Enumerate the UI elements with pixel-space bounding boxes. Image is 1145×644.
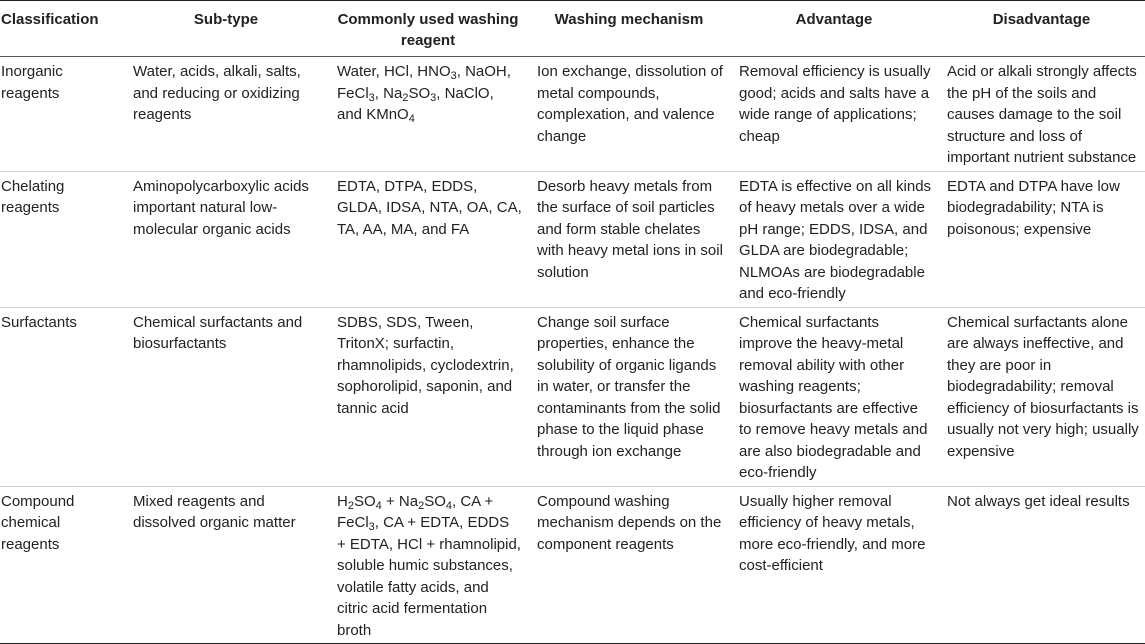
cell-disadvantage: EDTA and DTPA have low biodegradability; NTA is poisonous; expensive	[938, 171, 1145, 307]
table-header	[0, 1, 1145, 57]
table-row	[0, 57, 1145, 172]
cell-disadvantage: Chemical surfactants alone are always ineffective, and they are poor in biodegradability; removal efficiency of biosurfactants is usually not very high; usually expensive	[938, 307, 1145, 486]
cell-reagent: $H_2SO_4 + Na_2SO_4$, CA + FeCl$_3$, CA + EDTA, EDDS + EDTA, HCl + rhamnolipid, soluble humic substances, volatile fatty acids, and citric acid fermentation broth	[328, 486, 528, 644]
header-advantage: Advantage	[730, 1, 938, 57]
cell-subtype: Mixed reagents and dissolved organic matter	[124, 486, 328, 644]
cell-mechanism: Change soil surface properties, enhance the solubility of organic ligands in water, or transfer the contaminants from the solid phase to the liquid phase through ion exchange	[528, 307, 730, 486]
cell-classification: Surfactants	[0, 307, 124, 486]
cell-mechanism: Desorb heavy metals from the surface of soil particles and form stable chelates with heavy metal ions in soil solution	[528, 171, 730, 307]
cell-classification: Inorganic reagents	[0, 57, 124, 172]
table-row	[0, 307, 1145, 486]
header-reagent: Commonly used washing reagent	[328, 1, 528, 57]
cell-subtype: Aminopolycarboxylic acids important natural low-molecular organic acids	[124, 171, 328, 307]
table-body	[0, 57, 1145, 644]
cell-disadvantage: Acid or alkali strongly affects the pH of the soils and causes damage to the soil structure and loss of important nutrient substance	[938, 57, 1145, 172]
cell-subtype: Chemical surfactants and biosurfactants	[124, 307, 328, 486]
cell-reagent: EDTA, DTPA, EDDS, GLDA, IDSA, NTA, OA, CA, TA, AA, MA, and FA	[328, 171, 528, 307]
cell-mechanism: Compound washing mechanism depends on the component reagents	[528, 486, 730, 644]
header-classification: Classification	[0, 1, 124, 57]
header-subtype: Sub-type	[124, 1, 328, 57]
cell-classification: Compound chemical reagents	[0, 486, 124, 644]
header-disadvantage: Disadvantage	[938, 1, 1145, 57]
cell-mechanism: Ion exchange, dissolution of metal compounds, complexation, and valence change	[528, 57, 730, 172]
cell-advantage: Usually higher removal efficiency of heavy metals, more eco-friendly, and more cost-efficient	[730, 486, 938, 644]
cell-classification: Chelating reagents	[0, 171, 124, 307]
table-row	[0, 486, 1145, 644]
cell-advantage: Chemical surfactants improve the heavy-metal removal ability with other washing reagents; biosurfactants are effective to remove heavy metals and are also biodegradable and eco-friendly	[730, 307, 938, 486]
table-row	[0, 171, 1145, 307]
cell-subtype: Water, acids, alkali, salts, and reducing or oxidizing reagents	[124, 57, 328, 172]
cell-reagent: SDBS, SDS, Tween, TritonX; surfactin, rhamnolipids, cyclodextrin, sophorolipid, saponin, and tannic acid	[328, 307, 528, 486]
cell-reagent: Water, HCl, $HNO_3$, NaOH, FeCl$_3$, $Na_2SO_3$, NaClO, and KMnO$_4$	[328, 57, 528, 172]
cell-advantage: EDTA is effective on all kinds of heavy metals over a wide pH range; EDDS, IDSA, and GLDA are biodegradable; NLMOAs are biodegradable and eco-friendly	[730, 171, 938, 307]
cell-advantage: Removal efficiency is usually good; acids and salts have a wide range of applications; cheap	[730, 57, 938, 172]
header-mechanism: Washing mechanism	[528, 1, 730, 57]
header-row	[0, 1, 1145, 57]
cell-disadvantage: Not always get ideal results	[938, 486, 1145, 644]
